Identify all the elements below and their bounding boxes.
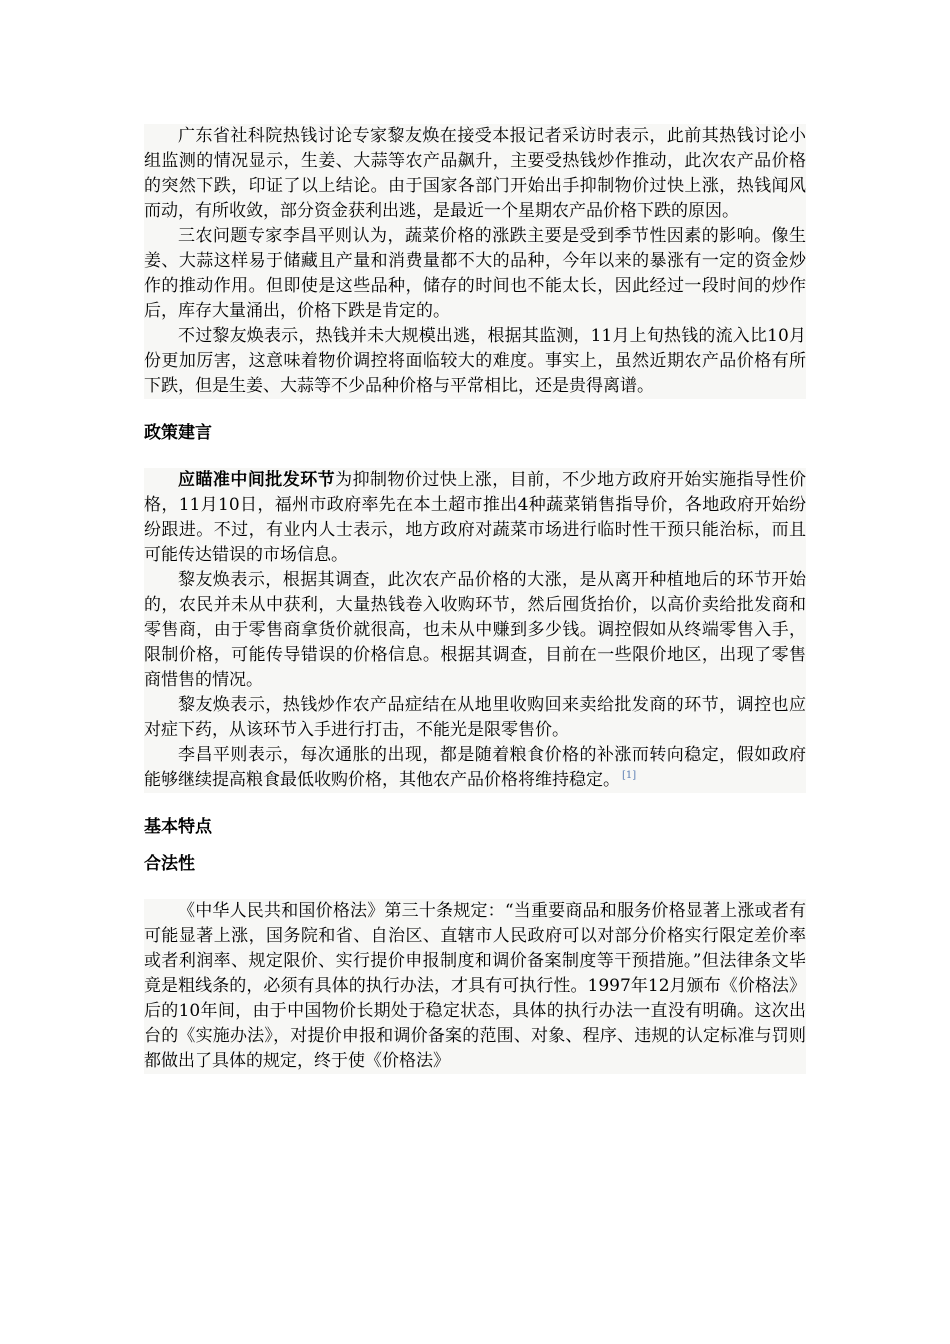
text-block-hot-money bbox=[144, 124, 806, 399]
paragraph: 黎友焕表示，根据其调查，此次农产品价格的大涨，是从离开种植地后的环节开始的，农民并未从中获利，大量热钱卷入收购环节，然后囤货抬价，以高价卖给批发商和零售商，由于零售商拿货价就很高，也未从中赚到多少钱。调控假如从终端零售入手，限制价格，可能传导错误的价格信息。根据其调查，目前在一些限价地区，出现了零售商惜售的情况。 bbox=[144, 570, 806, 690]
heading-legality: 合法性 bbox=[144, 854, 195, 874]
document-page bbox=[144, 124, 806, 1074]
paragraph: 《中华人民共和国价格法》第三十条规定：“当重要商品和服务价格显著上涨或者有可能显著上涨，国务院和省、自治区、直辖市人民政府可以对部分价格实行限定差价率或者利润率、规定限价、实行提价申报制度和调价备案制度等干预措施。”但法律条文毕竟是粗线条的，必须有具体的执行办法，才具有可执行性。1997年12月颁布《价格法》后的10年间，由于中国物价长期处于稳定状态，具体的执行办法一直没有明确。这次出台的《实施办法》，对提价申报和调价备案的范围、对象、程序、违规的认定标准与罚则都做出了具体的规定，终于使《价格法》 bbox=[144, 901, 806, 1071]
reference-link[interactable]: [1] bbox=[622, 770, 637, 782]
text-block-legality bbox=[144, 899, 806, 1074]
text-block-policy bbox=[144, 468, 806, 793]
paragraph bbox=[144, 468, 806, 568]
paragraph: 黎友焕表示，热钱炒作农产品症结在从地里收购回来卖给批发商的环节，调控也应对症下药，从该环节入手进行打击，不能光是限零售价。 bbox=[144, 695, 806, 740]
paragraph: 不过黎友焕表示，热钱并未大规模出逃，根据其监测，11月上旬热钱的流入比10月份更加厉害，这意味着物价调控将面临较大的难度。事实上，虽然近期农产品价格有所下跌，但是生姜、大蒜等不少品种价格与平常相比，还是贵得离谱。 bbox=[144, 326, 806, 396]
paragraph-text: 李昌平则表示，每次通胀的出现，都是随着粮食价格的补涨而转向稳定，假如政府能够继续提高粮食最低收购价格，其他农产品价格将维持稳定。 bbox=[144, 745, 806, 790]
heading-features: 基本特点 bbox=[144, 817, 212, 837]
paragraph-lead-rest: 为抑制物价过快上涨，目前，不少地方政府开始实施指导性价格，11月10日，福州市政府率先在本土超市推出4种蔬菜销售指导价，各地政府开始纷纷跟进。不过，有业内人士表示，地方政府对蔬菜市场进行临时性干预只能治标，而且可能传达错误的市场信息。 bbox=[144, 470, 807, 565]
paragraph bbox=[144, 743, 806, 793]
paragraph-lead-bold: 应瞄准中间批发环节 bbox=[178, 470, 336, 490]
paragraph: 三农问题专家李昌平则认为，蔬菜价格的涨跌主要是受到季节性因素的影响。像生姜、大蒜这样易于储藏且产量和消费量都不大的品种，今年以来的暴涨有一定的资金炒作的推动作用。但即使是这些品种，储存的时间也不能太长，因此经过一段时间的炒作后，库存大量涌出，价格下跌是肯定的。 bbox=[144, 226, 806, 321]
heading-policy: 政策建言 bbox=[144, 423, 212, 443]
paragraph: 广东省社科院热钱讨论专家黎友焕在接受本报记者采访时表示，此前其热钱讨论小组监测的情况显示，生姜、大蒜等农产品飙升，主要受热钱炒作推动，此次农产品价格的突然下跌，印证了以上结论。由于国家各部门开始出手抑制物价过快上涨，热钱闻风而动，有所收敛，部分资金获利出逃，是最近一个星期农产品价格下跌的原因。 bbox=[144, 126, 806, 221]
